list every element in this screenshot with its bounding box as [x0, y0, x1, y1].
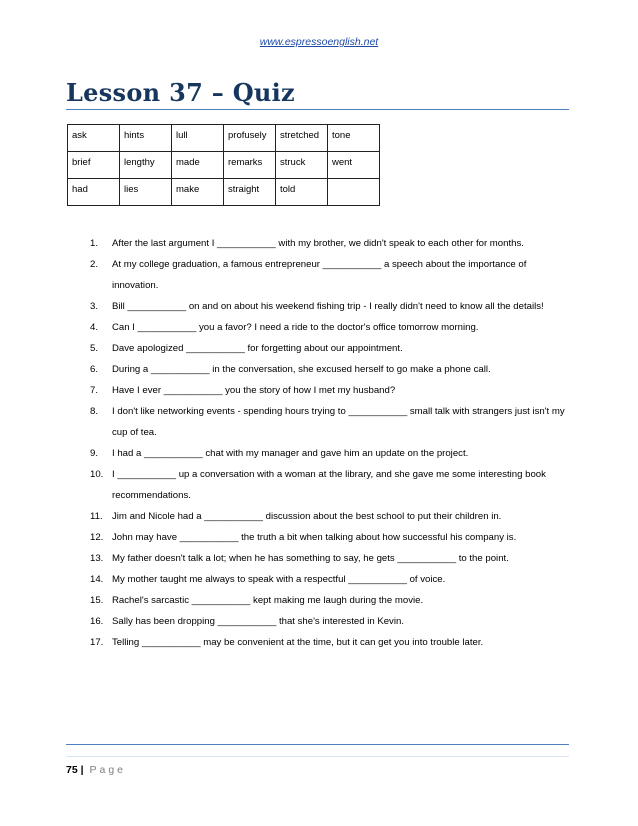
question-text: I had a ___________ chat with my manager and gave him an update on the project.: [112, 448, 469, 459]
question-item: [90, 506, 570, 527]
question-number: 5.: [90, 343, 99, 354]
footer-divider: [66, 744, 569, 745]
table-row: [68, 152, 380, 179]
table-row: [68, 125, 380, 152]
question-item: [90, 359, 570, 380]
question-item: [90, 632, 570, 653]
question-text: John may have ___________ the truth a bit when talking about how successful his company is.: [112, 532, 517, 543]
question-number: 3.: [90, 301, 99, 312]
question-item: [90, 317, 570, 338]
question-list: [90, 233, 570, 653]
question-number: 13.: [90, 553, 104, 564]
question-number: 15.: [90, 595, 104, 606]
table-cell: hints: [120, 125, 172, 152]
page-title: Lesson 37 – Quiz: [66, 78, 295, 107]
question-number: 9.: [90, 448, 99, 459]
table-cell: struck: [276, 152, 328, 179]
table-cell: make: [172, 179, 224, 206]
question-number: 6.: [90, 364, 99, 375]
table-cell: lies: [120, 179, 172, 206]
table-cell: profusely: [224, 125, 276, 152]
table-cell: went: [328, 152, 380, 179]
page-footer: [66, 764, 126, 776]
table-cell: stretched: [276, 125, 328, 152]
question-text: Bill ___________ on and on about his weekend fishing trip - I really didn't need to know all the details!: [112, 301, 544, 312]
question-item: [90, 338, 570, 359]
table-cell: lull: [172, 125, 224, 152]
table-cell-empty: [328, 179, 380, 206]
table-cell: ask: [68, 125, 120, 152]
question-number: 8.: [90, 406, 99, 417]
table-cell: brief: [68, 152, 120, 179]
question-text: Dave apologized ___________ for forgetting about our appointment.: [112, 343, 403, 354]
table-cell: made: [172, 152, 224, 179]
question-item: [90, 296, 570, 317]
table-row: [68, 179, 380, 206]
question-item: [90, 590, 570, 611]
question-text: Jim and Nicole had a ___________ discussion about the best school to put their children in.: [112, 511, 502, 522]
title-underline: [66, 109, 569, 110]
question-number: 11.: [90, 511, 103, 522]
footer-separator: |: [80, 764, 84, 776]
question-item: [90, 611, 570, 632]
question-item: [90, 443, 570, 464]
question-text: My father doesn't talk a lot; when he has something to say, he gets ___________ to the point.: [112, 553, 509, 564]
question-number: 17.: [90, 637, 104, 648]
question-number: 14.: [90, 574, 104, 585]
question-number: 16.: [90, 616, 104, 627]
footer-divider-light: [66, 756, 569, 757]
table-cell: remarks: [224, 152, 276, 179]
table-cell: lengthy: [120, 152, 172, 179]
question-number: 4.: [90, 322, 99, 333]
question-text: Can I ___________ you a favor? I need a ride to the doctor's office tomorrow morning.: [112, 322, 479, 333]
question-text: I ___________ up a conversation with a woman at the library, and she gave me some interesting book recommendations.: [112, 469, 546, 501]
table-cell: straight: [224, 179, 276, 206]
question-number: 10.: [90, 469, 104, 480]
word-bank-table: [67, 124, 380, 206]
table-cell: told: [276, 179, 328, 206]
page-label: Page: [89, 764, 127, 776]
question-text: Have I ever ___________ you the story of how I met my husband?: [112, 385, 396, 396]
question-item: [90, 527, 570, 548]
question-text: Rachel's sarcastic ___________ kept making me laugh during the movie.: [112, 595, 424, 606]
question-number: 12.: [90, 532, 104, 543]
question-text: During a ___________ in the conversation, she excused herself to go make a phone call.: [112, 364, 491, 375]
question-text: After the last argument I ___________ with my brother, we didn't speak to each other for months.: [112, 238, 524, 249]
question-number: 1.: [90, 238, 99, 249]
page-number: 75: [66, 764, 78, 776]
question-text: Sally has been dropping ___________ that she's interested in Kevin.: [112, 616, 404, 627]
website-link[interactable]: www.espressoenglish.net: [259, 36, 379, 48]
question-item: [90, 401, 570, 443]
question-number: 7.: [90, 385, 99, 396]
question-item: [90, 233, 570, 254]
question-text: At my college graduation, a famous entrepreneur ___________ a speech about the importance of innovation.: [112, 259, 527, 291]
question-item: [90, 548, 570, 569]
question-text: Telling ___________ may be convenient at the time, but it can get you into trouble later.: [112, 637, 484, 648]
question-item: [90, 569, 570, 590]
question-text: My mother taught me always to speak with a respectful ___________ of voice.: [112, 574, 446, 585]
question-item: [90, 464, 570, 506]
question-number: 2.: [90, 259, 99, 270]
table-cell: had: [68, 179, 120, 206]
question-item: [90, 380, 570, 401]
table-cell: tone: [328, 125, 380, 152]
question-text: I don't like networking events - spending hours trying to ___________ small talk with strangers just isn't my cup of tea.: [112, 406, 565, 438]
question-item: [90, 254, 570, 296]
